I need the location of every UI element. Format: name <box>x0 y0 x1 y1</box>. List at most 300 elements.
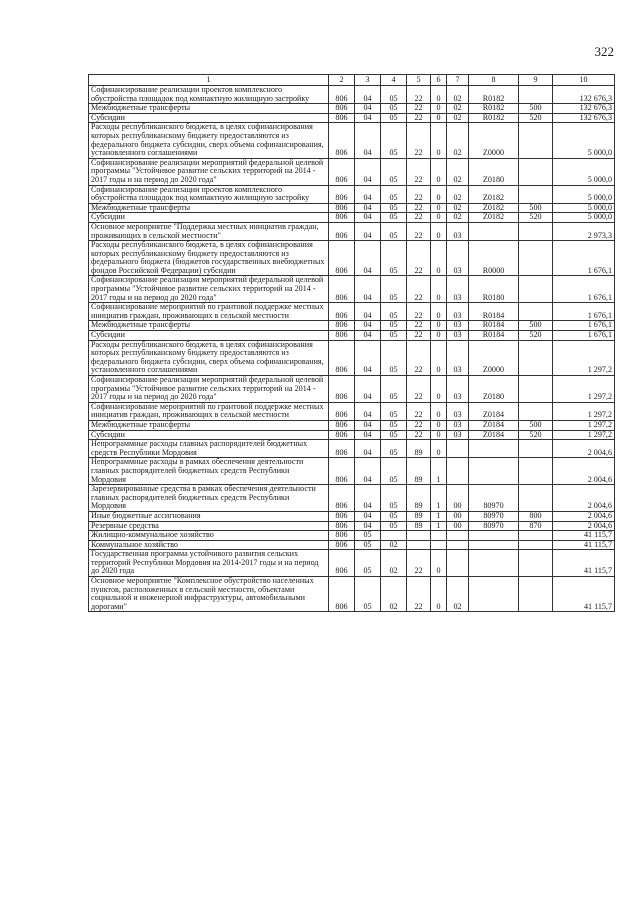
item-name-cell: Софинансирование реализации проектов комплексного обустройства площадок под компактную жилищную застройку <box>89 185 329 203</box>
item-name-cell: Жилищно-коммунальное хозяйство <box>89 531 329 541</box>
amount-cell: 2 004,6 <box>553 485 615 512</box>
admin-code-cell: 806 <box>329 321 355 331</box>
expense-type-code-cell: 520 <box>519 331 553 341</box>
direction-code-cell: Z0182 <box>469 203 519 213</box>
subprogram-code-cell: 0 <box>431 276 447 303</box>
amount-cell: 41 115,7 <box>553 531 615 541</box>
direction-code-cell: R0182 <box>469 113 519 123</box>
subsection-code-cell: 05 <box>381 485 407 512</box>
subprogram-code-cell: 0 <box>431 158 447 185</box>
program-code-cell: 89 <box>407 521 431 531</box>
column-header: 2 <box>329 75 355 86</box>
subprogram-code-cell: 0 <box>431 123 447 158</box>
subsection-code-cell: 05 <box>381 158 407 185</box>
direction-code-cell: 80970 <box>469 511 519 521</box>
expense-type-code-cell: 800 <box>519 511 553 521</box>
subprogram-code-cell: 0 <box>431 321 447 331</box>
table-body <box>89 86 615 612</box>
item-name-cell: Софинансирование реализации мероприятий федеральной целевой программы "Устойчивое развитие сельских территорий на 2014 - 2017 годы и на период до 2020 года" <box>89 158 329 185</box>
item-name-cell: Межбюджетные трансферты <box>89 203 329 213</box>
subprogram-code-cell: 0 <box>431 331 447 341</box>
event-code-cell: 03 <box>447 376 469 403</box>
amount-cell: 41 115,7 <box>553 577 615 612</box>
expense-type-code-cell <box>519 550 553 577</box>
program-code-cell: 22 <box>407 104 431 114</box>
subprogram-code-cell: 0 <box>431 340 447 375</box>
item-name-cell: Межбюджетные трансферты <box>89 321 329 331</box>
column-header: 10 <box>553 75 615 86</box>
direction-code-cell: Z0000 <box>469 340 519 375</box>
direction-code-cell: Z0184 <box>469 420 519 430</box>
table-row <box>89 577 615 612</box>
direction-code-cell: R0184 <box>469 321 519 331</box>
table-row <box>89 340 615 375</box>
table-row <box>89 213 615 223</box>
table-row <box>89 276 615 303</box>
program-code-cell <box>407 531 431 541</box>
amount-cell: 1 676,1 <box>553 331 615 341</box>
subsection-code-cell: 05 <box>381 321 407 331</box>
table-header-row <box>89 75 615 86</box>
expense-type-code-cell: 500 <box>519 203 553 213</box>
admin-code-cell: 806 <box>329 86 355 104</box>
section-code-cell: 04 <box>355 485 381 512</box>
direction-code-cell <box>469 458 519 485</box>
subsection-code-cell: 02 <box>381 540 407 550</box>
direction-code-cell: R0000 <box>469 241 519 276</box>
event-code-cell <box>447 540 469 550</box>
section-code-cell: 04 <box>355 104 381 114</box>
program-code-cell: 89 <box>407 511 431 521</box>
section-code-cell: 04 <box>355 113 381 123</box>
admin-code-cell: 806 <box>329 485 355 512</box>
direction-code-cell: Z0000 <box>469 123 519 158</box>
expense-type-code-cell <box>519 222 553 240</box>
section-code-cell: 04 <box>355 521 381 531</box>
amount-cell: 2 004,6 <box>553 521 615 531</box>
budget-table <box>88 74 615 612</box>
section-code-cell: 04 <box>355 402 381 420</box>
table-row <box>89 531 615 541</box>
subsection-code-cell: 02 <box>381 577 407 612</box>
table-row <box>89 485 615 512</box>
amount-cell: 2 004,6 <box>553 458 615 485</box>
column-header: 7 <box>447 75 469 86</box>
section-code-cell: 04 <box>355 86 381 104</box>
program-code-cell: 89 <box>407 440 431 458</box>
program-code-cell: 22 <box>407 420 431 430</box>
table-row <box>89 331 615 341</box>
program-code-cell: 22 <box>407 340 431 375</box>
admin-code-cell: 806 <box>329 158 355 185</box>
admin-code-cell: 806 <box>329 521 355 531</box>
subprogram-code-cell: 0 <box>431 376 447 403</box>
table-row <box>89 402 615 420</box>
admin-code-cell: 806 <box>329 420 355 430</box>
item-name-cell: Коммунальное хозяйство <box>89 540 329 550</box>
section-code-cell: 05 <box>355 540 381 550</box>
table-row <box>89 86 615 104</box>
direction-code-cell <box>469 577 519 612</box>
table-row <box>89 521 615 531</box>
section-code-cell: 04 <box>355 440 381 458</box>
direction-code-cell: R0184 <box>469 303 519 321</box>
table-row <box>89 550 615 577</box>
page-number: 322 <box>594 44 614 59</box>
event-code-cell: 02 <box>447 104 469 114</box>
program-code-cell: 22 <box>407 376 431 403</box>
subsection-code-cell: 05 <box>381 203 407 213</box>
table-row <box>89 376 615 403</box>
table-row <box>89 104 615 114</box>
subprogram-code-cell: 0 <box>431 241 447 276</box>
table-row <box>89 303 615 321</box>
subsection-code-cell: 05 <box>381 376 407 403</box>
subprogram-code-cell: 1 <box>431 511 447 521</box>
event-code-cell: 00 <box>447 521 469 531</box>
program-code-cell: 22 <box>407 321 431 331</box>
event-code-cell: 03 <box>447 331 469 341</box>
table-row <box>89 222 615 240</box>
expense-type-code-cell <box>519 376 553 403</box>
section-code-cell: 04 <box>355 241 381 276</box>
subsection-code-cell: 05 <box>381 458 407 485</box>
table-row <box>89 123 615 158</box>
column-header: 6 <box>431 75 447 86</box>
event-code-cell: 02 <box>447 213 469 223</box>
program-code-cell: 22 <box>407 203 431 213</box>
table-row <box>89 241 615 276</box>
direction-code-cell <box>469 531 519 541</box>
amount-cell: 1 676,1 <box>553 321 615 331</box>
subsection-code-cell: 02 <box>381 550 407 577</box>
section-code-cell: 04 <box>355 158 381 185</box>
table-row <box>89 511 615 521</box>
admin-code-cell: 806 <box>329 276 355 303</box>
event-code-cell: 02 <box>447 577 469 612</box>
section-code-cell: 04 <box>355 511 381 521</box>
event-code-cell: 02 <box>447 86 469 104</box>
expense-type-code-cell: 500 <box>519 420 553 430</box>
event-code-cell: 03 <box>447 276 469 303</box>
direction-code-cell: R0180 <box>469 276 519 303</box>
subsection-code-cell: 05 <box>381 420 407 430</box>
section-code-cell: 04 <box>355 213 381 223</box>
event-code-cell: 03 <box>447 321 469 331</box>
direction-code-cell <box>469 540 519 550</box>
admin-code-cell: 806 <box>329 303 355 321</box>
section-code-cell: 04 <box>355 123 381 158</box>
item-name-cell: Основное мероприятие "Комплексное обустройство населенных пунктов, расположенных в сельской местности, объектами социальной и инженерной инфраструктуры, автомобильными дорогами" <box>89 577 329 612</box>
amount-cell: 1 297,2 <box>553 430 615 440</box>
direction-code-cell: R0182 <box>469 104 519 114</box>
expense-type-code-cell <box>519 458 553 485</box>
expense-type-code-cell <box>519 303 553 321</box>
subsection-code-cell: 05 <box>381 303 407 321</box>
event-code-cell: 02 <box>447 203 469 213</box>
admin-code-cell: 806 <box>329 402 355 420</box>
subprogram-code-cell: 0 <box>431 86 447 104</box>
section-code-cell: 04 <box>355 340 381 375</box>
column-header: 5 <box>407 75 431 86</box>
expense-type-code-cell <box>519 86 553 104</box>
program-code-cell <box>407 540 431 550</box>
admin-code-cell: 806 <box>329 458 355 485</box>
direction-code-cell: Z0184 <box>469 430 519 440</box>
subsection-code-cell: 05 <box>381 340 407 375</box>
direction-code-cell: Z0184 <box>469 402 519 420</box>
subprogram-code-cell: 0 <box>431 550 447 577</box>
item-name-cell: Софинансирование мероприятий по грантовой поддержке местных инициатив граждан, проживающих в сельской местности <box>89 303 329 321</box>
program-code-cell: 22 <box>407 222 431 240</box>
amount-cell: 5 000,0 <box>553 123 615 158</box>
direction-code-cell: Z0180 <box>469 376 519 403</box>
admin-code-cell: 806 <box>329 376 355 403</box>
section-code-cell: 05 <box>355 550 381 577</box>
amount-cell: 132 676,3 <box>553 113 615 123</box>
admin-code-cell: 806 <box>329 577 355 612</box>
admin-code-cell: 806 <box>329 440 355 458</box>
amount-cell: 1 297,2 <box>553 402 615 420</box>
section-code-cell: 04 <box>355 420 381 430</box>
amount-cell: 41 115,7 <box>553 540 615 550</box>
expense-type-code-cell <box>519 402 553 420</box>
amount-cell: 2 973,3 <box>553 222 615 240</box>
subsection-code-cell: 05 <box>381 241 407 276</box>
amount-cell: 1 676,1 <box>553 303 615 321</box>
item-name-cell: Непрограммные расходы главных распорядителей бюджетных средств Республики Мордовия <box>89 440 329 458</box>
expense-type-code-cell <box>519 540 553 550</box>
table-row <box>89 440 615 458</box>
table-row <box>89 420 615 430</box>
program-code-cell: 22 <box>407 113 431 123</box>
expense-type-code-cell <box>519 485 553 512</box>
admin-code-cell: 806 <box>329 104 355 114</box>
subprogram-code-cell: 0 <box>431 303 447 321</box>
column-header: 3 <box>355 75 381 86</box>
subsection-code-cell: 05 <box>381 222 407 240</box>
program-code-cell: 22 <box>407 550 431 577</box>
subprogram-code-cell: 0 <box>431 213 447 223</box>
table-row <box>89 540 615 550</box>
direction-code-cell: R0182 <box>469 86 519 104</box>
expense-type-code-cell <box>519 340 553 375</box>
program-code-cell: 22 <box>407 331 431 341</box>
admin-code-cell: 806 <box>329 185 355 203</box>
item-name-cell: Непрограммные расходы в рамках обеспечения деятельности главных распорядителей бюджетных средств Республики Мордовия <box>89 458 329 485</box>
event-code-cell: 03 <box>447 430 469 440</box>
amount-cell: 1 297,2 <box>553 420 615 430</box>
table-row <box>89 203 615 213</box>
program-code-cell: 22 <box>407 402 431 420</box>
expense-type-code-cell <box>519 185 553 203</box>
admin-code-cell: 806 <box>329 203 355 213</box>
subprogram-code-cell: 0 <box>431 440 447 458</box>
section-code-cell: 05 <box>355 531 381 541</box>
expense-type-code-cell <box>519 123 553 158</box>
program-code-cell: 22 <box>407 577 431 612</box>
admin-code-cell: 806 <box>329 222 355 240</box>
item-name-cell: Субсидии <box>89 331 329 341</box>
amount-cell: 1 297,2 <box>553 376 615 403</box>
table-row <box>89 185 615 203</box>
amount-cell: 1 676,1 <box>553 241 615 276</box>
program-code-cell: 22 <box>407 158 431 185</box>
program-code-cell: 22 <box>407 430 431 440</box>
event-code-cell <box>447 531 469 541</box>
direction-code-cell <box>469 440 519 458</box>
amount-cell: 1 297,2 <box>553 340 615 375</box>
subsection-code-cell: 05 <box>381 402 407 420</box>
item-name-cell: Государственная программа устойчивого развития сельских территорий Республики Мордовия на 2014-2017 годы и на период до 2020 года <box>89 550 329 577</box>
subsection-code-cell: 05 <box>381 511 407 521</box>
program-code-cell: 22 <box>407 241 431 276</box>
subsection-code-cell: 05 <box>381 521 407 531</box>
admin-code-cell: 806 <box>329 540 355 550</box>
expense-type-code-cell <box>519 276 553 303</box>
event-code-cell <box>447 440 469 458</box>
item-name-cell: Софинансирование реализации мероприятий федеральной целевой программы "Устойчивое развитие сельских территорий на 2014 - 2017 годы и на период до 2020 года" <box>89 376 329 403</box>
item-name-cell: Межбюджетные трансферты <box>89 420 329 430</box>
event-code-cell <box>447 458 469 485</box>
amount-cell: 5 000,0 <box>553 158 615 185</box>
amount-cell: 5 000,0 <box>553 213 615 223</box>
item-name-cell: Расходы республиканского бюджета, в целях софинансирования которых республиканскому бюджету предоставляются из федерального бюджета субсидии, сверх объема софинансирования, установленного соглашениями <box>89 123 329 158</box>
section-code-cell: 04 <box>355 203 381 213</box>
program-code-cell: 22 <box>407 213 431 223</box>
program-code-cell: 22 <box>407 185 431 203</box>
section-code-cell: 04 <box>355 276 381 303</box>
table-row <box>89 113 615 123</box>
subsection-code-cell: 05 <box>381 331 407 341</box>
subsection-code-cell: 05 <box>381 440 407 458</box>
item-name-cell: Софинансирование мероприятий по грантовой поддержке местных инициатив граждан, проживающих в сельской местности <box>89 402 329 420</box>
subprogram-code-cell: 1 <box>431 485 447 512</box>
subprogram-code-cell: 1 <box>431 458 447 485</box>
subsection-code-cell: 05 <box>381 86 407 104</box>
program-code-cell: 22 <box>407 276 431 303</box>
event-code-cell: 03 <box>447 241 469 276</box>
program-code-cell: 22 <box>407 303 431 321</box>
program-code-cell: 22 <box>407 86 431 104</box>
subsection-code-cell: 05 <box>381 104 407 114</box>
event-code-cell: 03 <box>447 420 469 430</box>
item-name-cell: Субсидии <box>89 113 329 123</box>
subsection-code-cell: 05 <box>381 430 407 440</box>
item-name-cell: Резервные средства <box>89 521 329 531</box>
subsection-code-cell: 05 <box>381 213 407 223</box>
admin-code-cell: 806 <box>329 113 355 123</box>
subprogram-code-cell: 0 <box>431 430 447 440</box>
item-name-cell: Основное мероприятие "Поддержка местных инициатив граждан, проживающих в сельской местности" <box>89 222 329 240</box>
event-code-cell: 02 <box>447 123 469 158</box>
amount-cell: 41 115,7 <box>553 550 615 577</box>
subprogram-code-cell: 0 <box>431 577 447 612</box>
subsection-code-cell: 05 <box>381 113 407 123</box>
expense-type-code-cell: 520 <box>519 430 553 440</box>
subprogram-code-cell <box>431 531 447 541</box>
admin-code-cell: 806 <box>329 331 355 341</box>
subprogram-code-cell: 0 <box>431 222 447 240</box>
subprogram-code-cell: 1 <box>431 521 447 531</box>
expense-type-code-cell: 520 <box>519 113 553 123</box>
section-code-cell: 05 <box>355 577 381 612</box>
section-code-cell: 04 <box>355 185 381 203</box>
table-row <box>89 158 615 185</box>
subsection-code-cell: 05 <box>381 185 407 203</box>
event-code-cell: 03 <box>447 222 469 240</box>
program-code-cell: 89 <box>407 485 431 512</box>
event-code-cell: 02 <box>447 158 469 185</box>
subprogram-code-cell: 0 <box>431 402 447 420</box>
item-name-cell: Иные бюджетные ассигнования <box>89 511 329 521</box>
event-code-cell: 00 <box>447 511 469 521</box>
admin-code-cell: 806 <box>329 511 355 521</box>
column-header: 8 <box>469 75 519 86</box>
admin-code-cell: 806 <box>329 531 355 541</box>
item-name-cell: Софинансирование реализации проектов комплексного обустройства площадок под компактную жилищную застройку <box>89 86 329 104</box>
event-code-cell <box>447 550 469 577</box>
subsection-code-cell: 05 <box>381 276 407 303</box>
direction-code-cell: Z0180 <box>469 158 519 185</box>
item-name-cell: Субсидии <box>89 430 329 440</box>
event-code-cell: 03 <box>447 402 469 420</box>
event-code-cell: 02 <box>447 113 469 123</box>
admin-code-cell: 806 <box>329 213 355 223</box>
amount-cell: 2 004,6 <box>553 440 615 458</box>
amount-cell: 5 000,0 <box>553 203 615 213</box>
direction-code-cell: R0184 <box>469 331 519 341</box>
column-header: 4 <box>381 75 407 86</box>
event-code-cell: 03 <box>447 340 469 375</box>
event-code-cell: 02 <box>447 185 469 203</box>
admin-code-cell: 806 <box>329 123 355 158</box>
admin-code-cell: 806 <box>329 430 355 440</box>
expense-type-code-cell <box>519 440 553 458</box>
direction-code-cell <box>469 550 519 577</box>
section-code-cell: 04 <box>355 321 381 331</box>
item-name-cell: Софинансирование реализации мероприятий федеральной целевой программы "Устойчивое развитие сельских территорий на 2014 - 2017 годы и на период до 2020 года" <box>89 276 329 303</box>
expense-type-code-cell <box>519 158 553 185</box>
expense-type-code-cell: 520 <box>519 213 553 223</box>
expense-type-code-cell: 500 <box>519 104 553 114</box>
item-name-cell: Расходы республиканского бюджета, в целях софинансирования которых республиканскому бюджету предоставляются из федерального бюджета (бюджетов государственных внебюджетных фондов Российской Федерации) субсидии <box>89 241 329 276</box>
section-code-cell: 04 <box>355 430 381 440</box>
section-code-cell: 04 <box>355 303 381 321</box>
direction-code-cell: 80970 <box>469 521 519 531</box>
item-name-cell: Межбюджетные трансферты <box>89 104 329 114</box>
expense-type-code-cell <box>519 577 553 612</box>
subsection-code-cell: 05 <box>381 123 407 158</box>
program-code-cell: 22 <box>407 123 431 158</box>
section-code-cell: 04 <box>355 376 381 403</box>
column-header: 1 <box>89 75 329 86</box>
subprogram-code-cell: 0 <box>431 104 447 114</box>
table-row <box>89 430 615 440</box>
subprogram-code-cell: 0 <box>431 420 447 430</box>
amount-cell: 132 676,3 <box>553 104 615 114</box>
direction-code-cell: Z0182 <box>469 213 519 223</box>
subsection-code-cell <box>381 531 407 541</box>
amount-cell: 5 000,0 <box>553 185 615 203</box>
table-row <box>89 321 615 331</box>
program-code-cell: 89 <box>407 458 431 485</box>
expense-type-code-cell: 500 <box>519 321 553 331</box>
admin-code-cell: 806 <box>329 550 355 577</box>
item-name-cell: Зарезервированные средства в рамках обеспечения деятельности главных распорядителей бюджетных средств Республики Мордовия <box>89 485 329 512</box>
subprogram-code-cell: 0 <box>431 203 447 213</box>
direction-code-cell: Z0182 <box>469 185 519 203</box>
